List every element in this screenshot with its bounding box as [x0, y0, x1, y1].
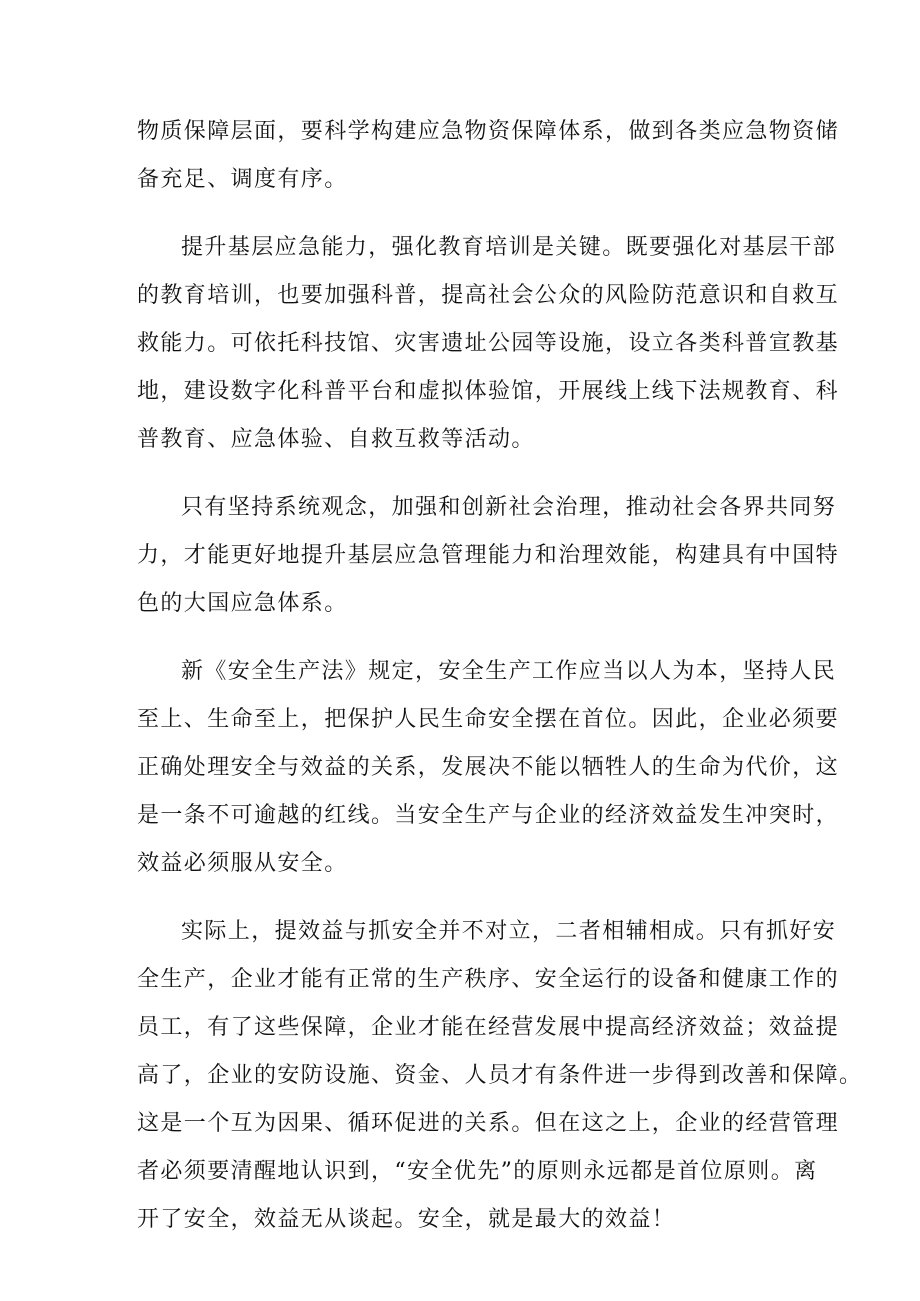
text-line: 色的大国应急体系。	[137, 591, 348, 616]
text-line: 实际上，提效益与抓安全并不对立，二者相辅相成。只有抓好安	[181, 919, 837, 944]
text-line: 地，建设数字化科普平台和虚拟体验馆，开展线上线下法规教育、科	[137, 379, 840, 404]
paragraph-education-training	[137, 224, 840, 464]
text-line: 全生产，企业才能有正常的生产秩序、安全运行的设备和健康工作的	[137, 967, 840, 992]
paragraph-system-concept	[137, 484, 840, 628]
text-line: 正确处理安全与效益的关系，发展决不能以牺牲人的生命为代价，这	[137, 755, 840, 780]
text-line: 备充足、调度有序。	[137, 167, 348, 192]
text-line: 救能力。可依托科技馆、灾害遗址公园等设施，设立各类科普宣教基	[137, 331, 840, 356]
paragraph-safety-law	[137, 648, 840, 888]
text-line: 的教育培训，也要加强科普，提高社会公众的风险防范意识和自救互	[137, 283, 840, 308]
paragraph-efficiency-safety	[137, 908, 863, 1244]
text-line: 至上、生命至上，把保护人民生命安全摆在首位。因此，企业必须要	[137, 707, 840, 732]
text-line: 新《安全生产法》规定，安全生产工作应当以人为本，坚持人民	[181, 659, 837, 684]
text-line: 高了，企业的安防设施、资金、人员才有条件进一步得到改善和保障。	[137, 1063, 863, 1088]
text-line: 只有坚持系统观念，加强和创新社会治理，推动社会各界共同努	[181, 495, 837, 520]
document-body	[137, 108, 863, 1264]
text-line: 物质保障层面，要科学构建应急物资保障体系，做到各类应急物资储	[137, 119, 840, 144]
text-line: 者必须要清醒地认识到，“安全优先”的原则永远都是首位原则。离	[137, 1159, 818, 1184]
text-line: 这是一个互为因果、循环促进的关系。但在这之上，企业的经营管理	[137, 1111, 840, 1136]
text-line: 普教育、应急体验、自救互救等活动。	[137, 427, 535, 452]
text-line: 员工，有了这些保障，企业才能在经营发展中提高经济效益；效益提	[137, 1015, 840, 1040]
text-line: 效益必须服从安全。	[137, 851, 348, 876]
text-line: 开了安全，效益无从谈起。安全，就是最大的效益！	[137, 1207, 676, 1232]
text-line: 提升基层应急能力，强化教育培训是关键。既要强化对基层干部	[181, 235, 837, 260]
text-line: 是一条不可逾越的红线。当安全生产与企业的经济效益发生冲突时，	[137, 803, 840, 828]
paragraph-material-support	[137, 108, 840, 204]
text-line: 力，才能更好地提升基层应急管理能力和治理效能，构建具有中国特	[137, 543, 840, 568]
